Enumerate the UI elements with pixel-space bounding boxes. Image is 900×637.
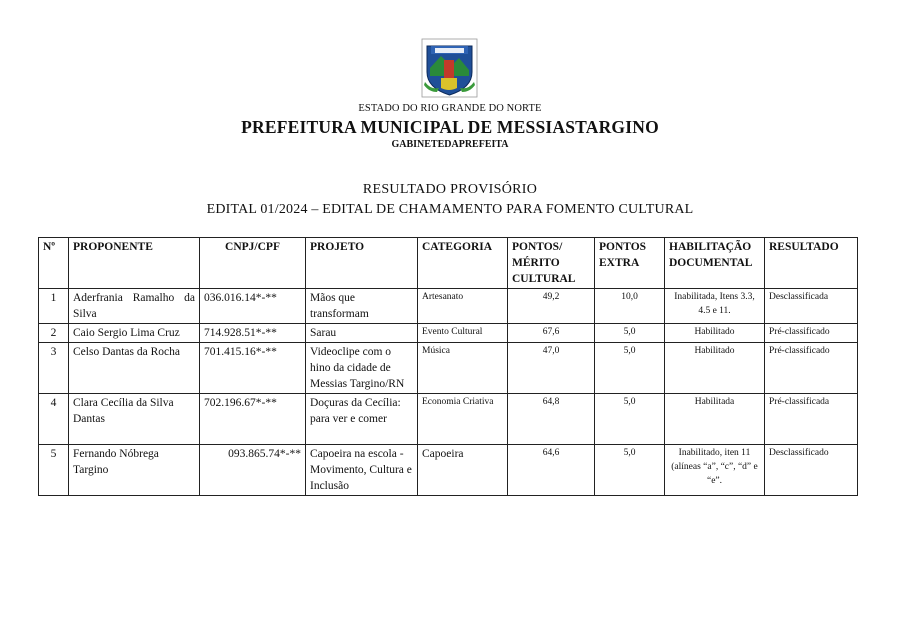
table-row xyxy=(39,394,858,445)
cell-categoria: Economia Criativa xyxy=(418,394,508,445)
col-header-proponente: PROPONENTE xyxy=(69,238,200,289)
cell-cnpj: 702.196.67*-** xyxy=(200,394,306,445)
cell-num: 3 xyxy=(39,343,69,394)
municipal-coat-of-arms-logo xyxy=(421,38,478,98)
cell-proponente: Aderfrania Ramalho da Silva xyxy=(69,289,200,324)
cell-resultado: Desclassificado xyxy=(765,445,858,496)
cell-habilitacao: Habilitada xyxy=(665,394,765,445)
cell-cnpj: 701.415.16*-** xyxy=(200,343,306,394)
edital-title: EDITAL 01/2024 – EDITAL DE CHAMAMENTO PARA FOMENTO CULTURAL xyxy=(206,202,694,217)
cell-proponente: Fernando Nóbrega Targino xyxy=(69,445,200,496)
cell-num: 1 xyxy=(39,289,69,324)
cell-resultado: Desclassificada xyxy=(765,289,858,324)
cell-num: 5 xyxy=(39,445,69,496)
prefeitura-title: PREFEITURA MUNICIPAL DE MESSIASTARGINO xyxy=(241,117,659,137)
cell-extra: 5,0 xyxy=(595,445,665,496)
cell-categoria: Música xyxy=(418,343,508,394)
cell-proponente: Celso Dantas da Rocha xyxy=(69,343,200,394)
office-name: GABINETEDAPREFEITA xyxy=(391,139,509,150)
cell-num: 4 xyxy=(39,394,69,445)
cell-resultado: Pré-classificado xyxy=(765,324,858,343)
col-header-extra: PONTOS EXTRA xyxy=(595,238,665,289)
cell-proponente: Clara Cecília da Silva Dantas xyxy=(69,394,200,445)
cell-pontos: 67,6 xyxy=(508,324,595,343)
cell-num: 2 xyxy=(39,324,69,343)
cell-projeto: Capoeira na escola - Movimento, Cultura e Inclusão xyxy=(306,445,418,496)
cell-resultado: Pré-classificado xyxy=(765,343,858,394)
cell-cnpj: 093.865.74*-** xyxy=(200,445,306,496)
result-title: RESULTADO PROVISÓRIO xyxy=(362,182,538,197)
cell-pontos: 64,8 xyxy=(508,394,595,445)
cell-pontos: 47,0 xyxy=(508,343,595,394)
cell-habilitacao: Inabilitada, Itens 3.3, 4.5 e 11. xyxy=(665,289,765,324)
cell-categoria: Capoeira xyxy=(418,445,508,496)
cell-projeto: Videoclipe com o hino da cidade de Messias Targino/RN xyxy=(306,343,418,394)
cell-habilitacao: Habilitado xyxy=(665,343,765,394)
table-header-row xyxy=(39,238,858,289)
col-header-categoria: CATEGORIA xyxy=(418,238,508,289)
cell-extra: 5,0 xyxy=(595,324,665,343)
table-row xyxy=(39,289,858,324)
col-header-habilitacao: HABILITAÇÃO DOCUMENTAL xyxy=(665,238,765,289)
cell-projeto: Doçuras da Cecília: para ver e comer xyxy=(306,394,418,445)
col-header-projeto: PROJETO xyxy=(306,238,418,289)
cell-categoria: Artesanato xyxy=(418,289,508,324)
cell-categoria: Evento Cultural xyxy=(418,324,508,343)
cell-extra: 10,0 xyxy=(595,289,665,324)
table-row xyxy=(39,324,858,343)
table-row xyxy=(39,445,858,496)
cell-cnpj: 036.016.14*-** xyxy=(200,289,306,324)
col-header-cnpj: CNPJ/CPF xyxy=(200,238,306,289)
cell-pontos: 64,6 xyxy=(508,445,595,496)
cell-extra: 5,0 xyxy=(595,343,665,394)
cell-habilitacao: Inabilitado, iten 11 (alíneas “a”, “c”, “d” e “e”. xyxy=(665,445,765,496)
cell-proponente: Caio Sergio Lima Cruz xyxy=(69,324,200,343)
col-header-resultado: RESULTADO xyxy=(765,238,858,289)
cell-habilitacao: Habilitado xyxy=(665,324,765,343)
table-row xyxy=(39,343,858,394)
results-table xyxy=(38,237,858,496)
state-name: ESTADO DO RIO GRANDE DO NORTE xyxy=(358,103,542,114)
cell-projeto: Sarau xyxy=(306,324,418,343)
col-header-pontos: PONTOS/ MÉRITO CULTURAL xyxy=(508,238,595,289)
cell-cnpj: 714.928.51*-** xyxy=(200,324,306,343)
col-header-num: Nº xyxy=(39,238,69,289)
cell-pontos: 49,2 xyxy=(508,289,595,324)
cell-extra: 5,0 xyxy=(595,394,665,445)
cell-projeto: Mãos que transformam xyxy=(306,289,418,324)
cell-resultado: Pré-classificada xyxy=(765,394,858,445)
